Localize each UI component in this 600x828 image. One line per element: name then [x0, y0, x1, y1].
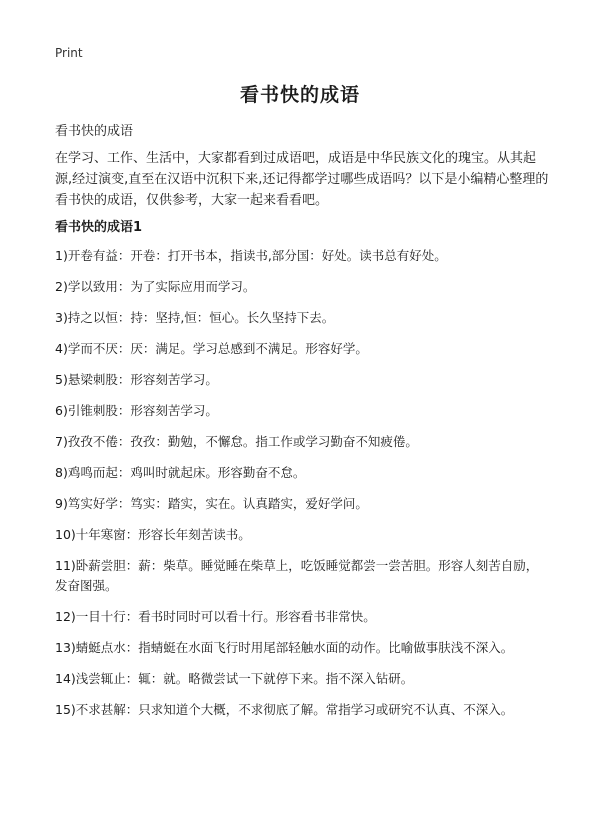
- idiom-item: 15)不求甚解：只求知道个大概，不求彻底了解。常指学习或研究不认真、不深入。: [55, 702, 514, 717]
- idiom-item: 12)一目十行：看书时同时可以看十行。形容看书非常快。: [55, 609, 376, 624]
- idiom-item: 9)笃实好学：笃实：踏实，实在。认真踏实，爱好学问。: [55, 496, 368, 511]
- idiom-item: 1)开卷有益：开卷：打开书本，指读书,部分国：好处。读书总有好处。: [55, 248, 447, 263]
- idiom-item: 11)卧薪尝胆：薪：柴草。睡觉睡在柴草上，吃饭睡觉都尝一尝苦胆。形容人刻苦自励，发奋图强。: [55, 558, 539, 593]
- idiom-item: 7)孜孜不倦：孜孜：勤勉，不懈怠。指工作或学习勤奋不知疲倦。: [55, 434, 418, 449]
- idiom-list: [55, 246, 545, 731]
- idiom-item: 2)学以致用：为了实际应用而学习。: [55, 279, 256, 294]
- article-subtitle: 看书快的成语: [55, 124, 134, 139]
- intro-paragraph: 在学习、工作、生活中，大家都看到过成语吧，成语是中华民族文化的瑰宝。从其起源,经过演变,直至在汉语中沉积下来,还记得都学过哪些成语吗？以下是小编精心整理的看书快的成语，仅供参考，大家一起来看看吧。: [55, 151, 549, 208]
- idiom-item: 14)浅尝辄止：辄：就。略微尝试一下就停下来。指不深入钻研。: [55, 671, 414, 686]
- idiom-item: 6)引锥刺股：形容刻苦学习。: [55, 403, 218, 418]
- section-heading: 看书快的成语1: [55, 220, 143, 235]
- idiom-item: 13)蜻蜓点水：指蜻蜓在水面飞行时用尾部轻触水面的动作。比喻做事肤浅不深入。: [55, 640, 514, 655]
- idiom-item: 3)持之以恒：持：坚持,恒：恒心。长久坚持下去。: [55, 310, 335, 325]
- idiom-item: 8)鸡鸣而起：鸡叫时就起床。形容勤奋不怠。: [55, 465, 306, 480]
- idiom-item: 4)学而不厌：厌：满足。学习总感到不满足。形容好学。: [55, 341, 368, 356]
- idiom-item: 10)十年寒窗：形容长年刻苦读书。: [55, 527, 251, 542]
- print-link[interactable]: Print: [55, 46, 83, 60]
- idiom-item: 5)悬梁刺股：形容刻苦学习。: [55, 372, 218, 387]
- page-title: 看书快的成语: [239, 84, 360, 106]
